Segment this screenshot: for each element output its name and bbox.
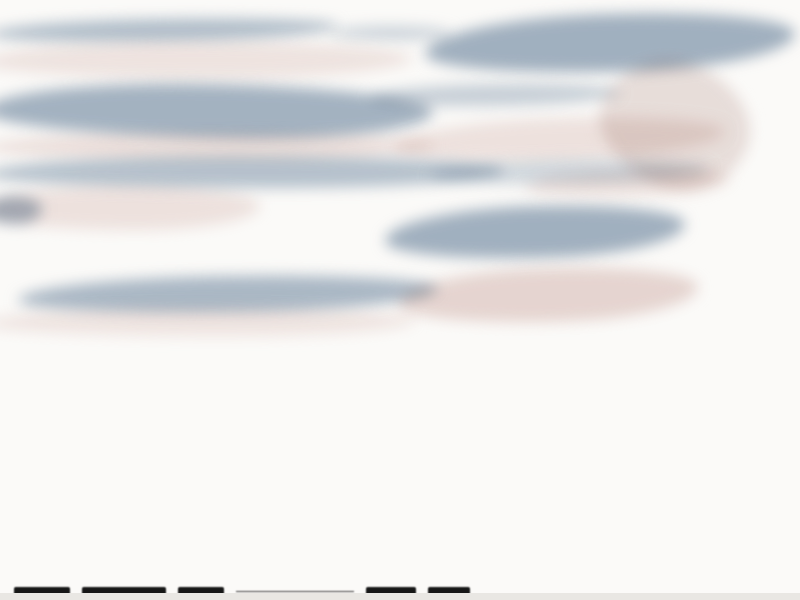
- scanner-background-strip: [0, 593, 800, 600]
- footer-small-line: [14, 578, 324, 581]
- footer-title-illegible: [14, 582, 482, 593]
- faint-margin-note: [600, 594, 790, 597]
- footer-title-rule: [236, 591, 354, 593]
- footer-area: [0, 568, 800, 593]
- footer-small-line: [14, 572, 364, 575]
